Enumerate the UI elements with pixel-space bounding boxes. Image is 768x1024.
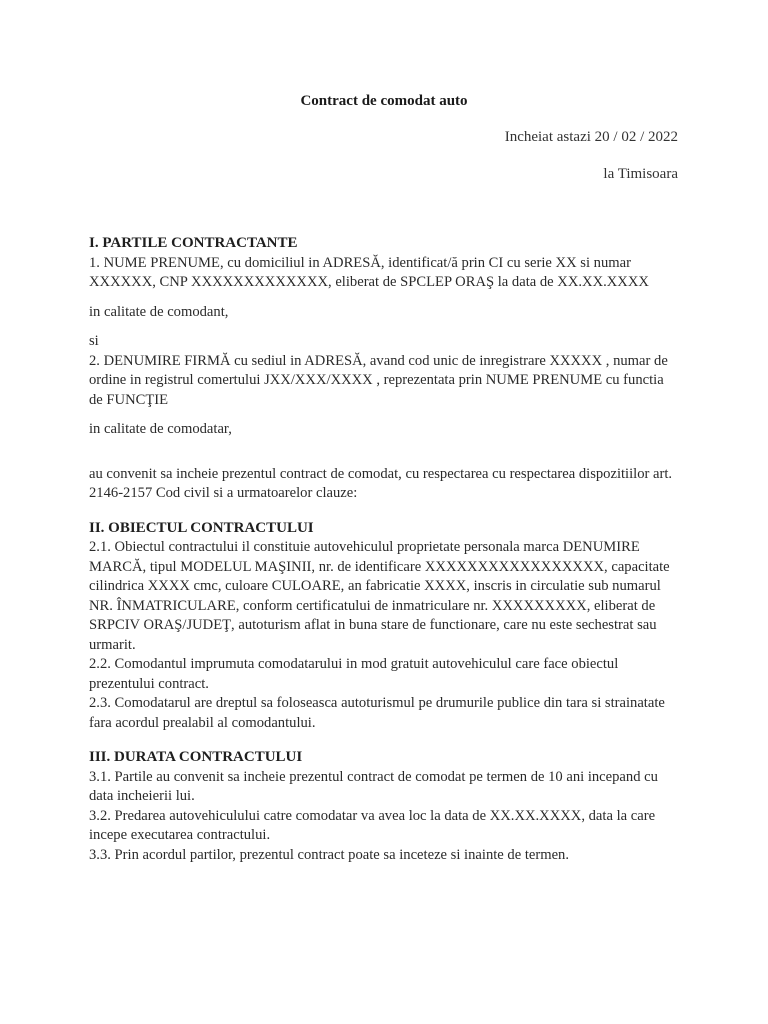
party-1-role: in calitate de comodant,	[89, 303, 229, 320]
document-body	[89, 234, 680, 865]
party-2-role: in calitate de comodatar,	[89, 421, 232, 437]
agreement-paragraph: au convenit sa incheie prezentul contract de comodat, cu respectarea cu respectarea dispozitiilor art. 2146-2157 Cod civil si a urmatoarelor clauze:	[89, 465, 673, 501]
party-1-paragraph: 1. NUME PRENUME, cu domiciliul in ADRESĂ, identificat/ă prin CI cu serie XX si numar XXXXXX, CNP XXXXXXXXXXXXX, eliberat de SPCLEP ORAŞ la data de XX.XX.XXXX	[89, 254, 649, 290]
place-line: la Timisoara	[603, 166, 678, 182]
section-title-duration: III. DURATA CONTRACTULUI	[89, 749, 303, 765]
section-title-parties: I. PARTILE CONTRACTANTE	[89, 235, 298, 251]
clause-2-2: 2.2. Comodantul imprumuta comodatarului in mod gratuit autovehiculul care face obiectul prezentului contract.	[89, 656, 619, 692]
document-title: Contract de comodat auto	[300, 93, 468, 109]
clause-2-3: 2.3. Comodatarul are dreptul sa foloseasca autoturismul pe drumurile publice din tara si strainatate fara acordul prealabil al comodantului.	[89, 695, 665, 731]
clause-3-1: 3.1. Partile au convenit sa incheie prezentul contract de comodat pe termen de 10 ani incepand cu data incheierii lui.	[89, 768, 658, 804]
party-2-paragraph: 2. DENUMIRE FIRMĂ cu sediul in ADRESĂ, avand cod unic de inregistrare XXXXX , numar de ordine in registrul comertului JXX/XXX/XXXX , reprezentata prin NUME PRENUME cu functia de FUNCŢIE	[89, 352, 668, 408]
section-title-object: II. OBIECTUL CONTRACTULUI	[89, 519, 314, 536]
clause-2-1: 2.1. Obiectul contractului il constituie autovehiculul proprietate personala marca DENUMIRE MARCĂ, tipul MODELUL MAŞINII, nr. de identificare XXXXXXXXXXXXXXXXX, capacitate cilindrica XXXX cmc, culoare CULOARE, an fabricatie XXXX, inscris in circulatie sub numarul NR. ÎNMATRICULARE, conform certificatului de inmatriculare nr. XXXXXXXXX, eliberat de SRPCIV ORAŞ/JUDEŢ, autoturism aflat in buna stare de functionare, care nu este sechestrat sau urmarit.	[89, 539, 670, 653]
clause-3-2: 3.2. Predarea autovehiculului catre comodatar va avea loc la data de XX.XX.XXXX, data la care incepe executarea contractului.	[89, 807, 656, 843]
date-line: Incheiat astazi 20 / 02 / 2022	[504, 129, 678, 145]
clause-3-3: 3.3. Prin acordul partilor, prezentul contract poate sa inceteze si inainte de termen.	[89, 846, 570, 863]
conjunction: si	[89, 333, 99, 349]
